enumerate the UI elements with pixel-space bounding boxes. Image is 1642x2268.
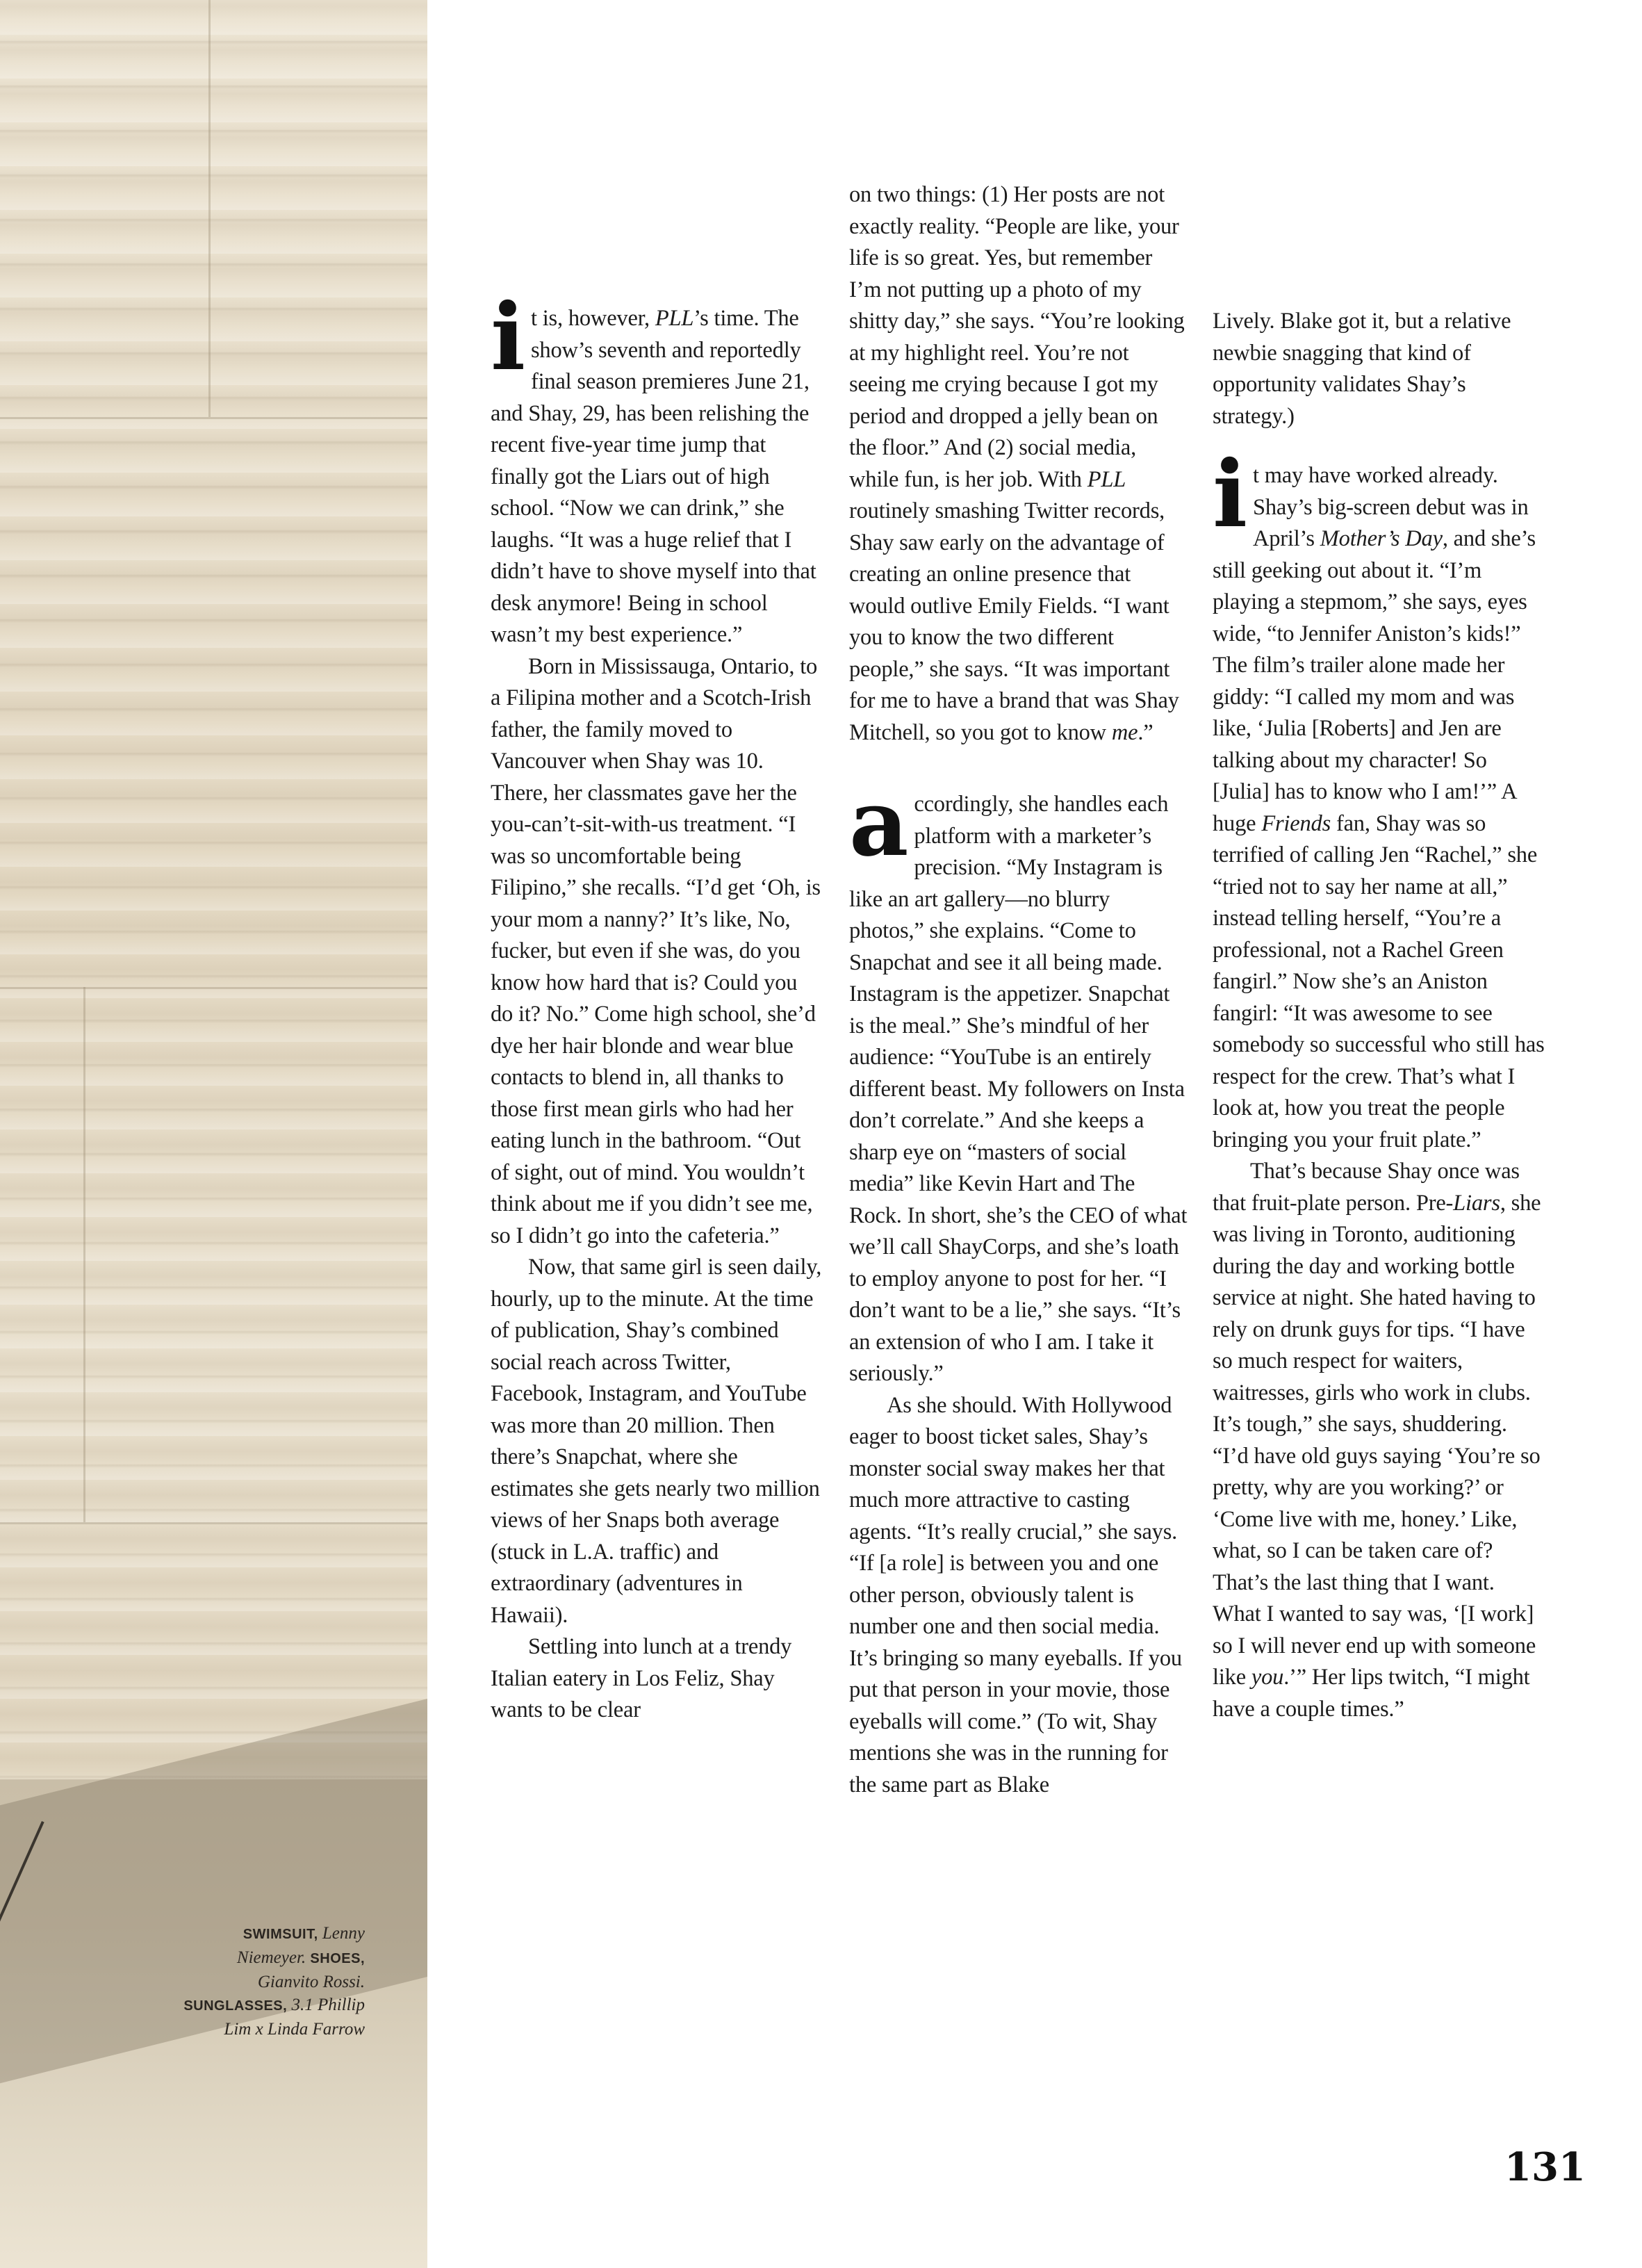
paragraph (491, 284, 824, 651)
text: .” (1138, 719, 1153, 745)
credit-value: Lenny Niemeyer. (236, 1924, 365, 1967)
credit-label: SHOES, (310, 1951, 365, 1966)
text-italic: you (1251, 1665, 1284, 1690)
text: .’” Her lips twitch, “I might have a couple times.” (1213, 1665, 1530, 1722)
text-italic: PLL (655, 306, 694, 331)
drop-cap: i (1213, 441, 1247, 548)
section-break (1213, 432, 1546, 460)
credit-label: SUNGLASSES, (183, 1998, 288, 2014)
article-column-1 (491, 284, 824, 1727)
article-column-3 (1213, 306, 1546, 1725)
paragraph: Now, that same girl is seen daily, hourly, up to the minute. At the time of publication, Shay’s combined social reach across Twitter, Facebook, Instagram, and YouTube was more than 20 million. Then there’s Snapchat, where she estimates she gets nearly two million views of her Snaps both average (stuck in L.A. traffic) and extraordinary (adventures in Hawaii). (491, 1255, 822, 1628)
paragraph (849, 769, 1190, 1390)
paragraph: Born in Mississauga, Ontario, to a Filipina mother and a Scotch-Irish father, the family moved to Vancouver when Shay was 10. There, her classmates gave her the you-can’t-sit-with-us treatment. “I was so uncomfortable being Filipino,” she recalls. “I’d get ‘Oh, is your mom a nanny?’ It’s like, No, fucker, but even if she was, do you know how hard that is? Could you do it? No.” Come high school, she’d dye her hair blonde and wear blue contacts to blend in, all thanks to those first mean girls who had her eating lunch in the bathroom. “Out of sight, out of mind. You wouldn’t think about me if you didn’t see me, so I didn’t go into the cafeteria.” (491, 653, 821, 1248)
credit-value: 3.1 Phillip Lim x Linda Farrow (224, 1996, 365, 2039)
text-italic: Friends (1261, 810, 1331, 836)
text-italic: PLL (1087, 466, 1126, 492)
text: t may have worked already. Shay’s big-screen debut was in April’s (1252, 463, 1529, 551)
paragraph: As she should. With Hollywood eager to boost ticket sales, Shay’s monster social sway makes her that much more attractive to casting agents. “It’s really crucial,” she says. “If [a role] is between you and one other person, obviously talent is number one and then social media. It’s bringing so many eyeballs. If you put that person in your movie, those eyeballs will come.” (To wit, Shay mentions she was in the running for the same part as Blake (849, 1392, 1182, 1797)
text: , she was living in Toronto, auditioning during the day and working bottle service at night. She hated having to rely on drunk guys for tips. “I have so much respect for waiters, waitresses, girls who work in clubs. It’s tough,” she says, shuddering. “I’d have old guys saying ‘You’re so pretty, why are you working?’ or ‘Come live with me, honey.’ Like, what, so I can be taken care of? That’s the last thing that I want. What I wanted to say was, ‘[I work] so I will never end up with someone like (1213, 1190, 1541, 1690)
text: t is, however, (530, 306, 655, 331)
fashion-credits (174, 1922, 365, 2041)
article-column-2 (849, 179, 1190, 1801)
paragraph: Lively. Blake got it, but a relative newbie snagging that kind of opportunity validates Shay’s strategy.) (1213, 309, 1511, 429)
page-number: 131 (1504, 2144, 1586, 2190)
text: , and she’s still geeking out about it. “I’m playing a stepmom,” she says, eyes wide, “to Jennifer Aniston’s kids!” The film’s trailer alone made her giddy: “I called my mom and was like, ‘Julia [Roberts] and Jen are talking about my character! So [Julia] has to know who I am!’” A huge (1213, 526, 1536, 836)
drop-cap: i (491, 284, 525, 391)
credit-value: Gianvito Rossi. (257, 1973, 365, 1991)
text: routinely smashing Twitter records, Shay saw early on the advantage of creating an online presence that would outlive Emily Fields. “I want you to know the two different people,” she says. “It was important for me to have a brand that was Shay Mitchell, so you got to know (849, 498, 1179, 745)
text: fan, Shay was so terrified of calling Jen “Rachel,” she “tried not to say her name at all,” instead telling herself, “You’re a professional, not a Rachel Green fangirl.” Now she’s an Aniston fangirl: “It was awesome to see somebody so successful who still has respect for the crew. That’s what I look at, how you treat the people bringing you your fruit plate.” (1213, 810, 1545, 1152)
text: ccordingly, she handles each platform with a marketer’s precision. “My Instagram is like an art gallery—no blurry photos,” she explains. “Come to Snapchat and see it all being made. Instagram is the appetizer. Snapchat is the meal.” She’s mindful of her audience: “YouTube is an entirely different beast. My followers on Insta don’t correlate.” And she keeps a sharp eye on “masters of social media” like Kevin Hart and The Rock. In short, she’s the CEO of what we’ll call ShayCorps, and she’s loath to employ anyone to post for her. “I don’t want to be a lie,” she says. “It’s an extension of who I am. I take it seriously.” (849, 792, 1188, 1386)
photo-panel (0, 0, 427, 2268)
drop-cap: a (849, 769, 909, 877)
text-italic: me (1111, 719, 1138, 745)
text-italic: Liars (1453, 1190, 1500, 1216)
paragraph (849, 179, 1190, 749)
tile-seam (0, 1522, 427, 1524)
tile-seam (0, 987, 427, 989)
credit-label: SWIMSUIT, (243, 1927, 318, 1942)
text: on two things: (1) Her posts are not exactly reality. “People are like, your life is so great. Yes, but remember I’m not putting up a photo of my shitty day,” she says. “You’re looking at my highlight reel. You’re not seeing me crying because I got my period and dropped a jelly bean on the floor.” And (2) social media, while fun, is her job. With (849, 182, 1185, 492)
paragraph: Settling into lunch at a trendy Italian eatery in Los Feliz, Shay wants to be clear (491, 1634, 792, 1722)
tile-seam (0, 417, 427, 419)
paragraph (1213, 1156, 1546, 1725)
tile-seam (208, 0, 211, 417)
text: ’s time. The show’s seventh and reportedly final season premieres June 21, and Shay, 29, has been relishing the recent five-year time jump that finally got the Liars out of high school. “Now we can drink,” she laughs. “It was a huge relief that I didn’t have to shove myself into that desk anymore! Being in school wasn’t my best experience.” (491, 306, 816, 647)
paragraph (1213, 441, 1546, 1156)
tile-seam (83, 987, 85, 1522)
text-italic: Mother’s Day (1320, 526, 1443, 551)
text: That’s because Shay once was that fruit-plate person. Pre- (1213, 1159, 1520, 1216)
